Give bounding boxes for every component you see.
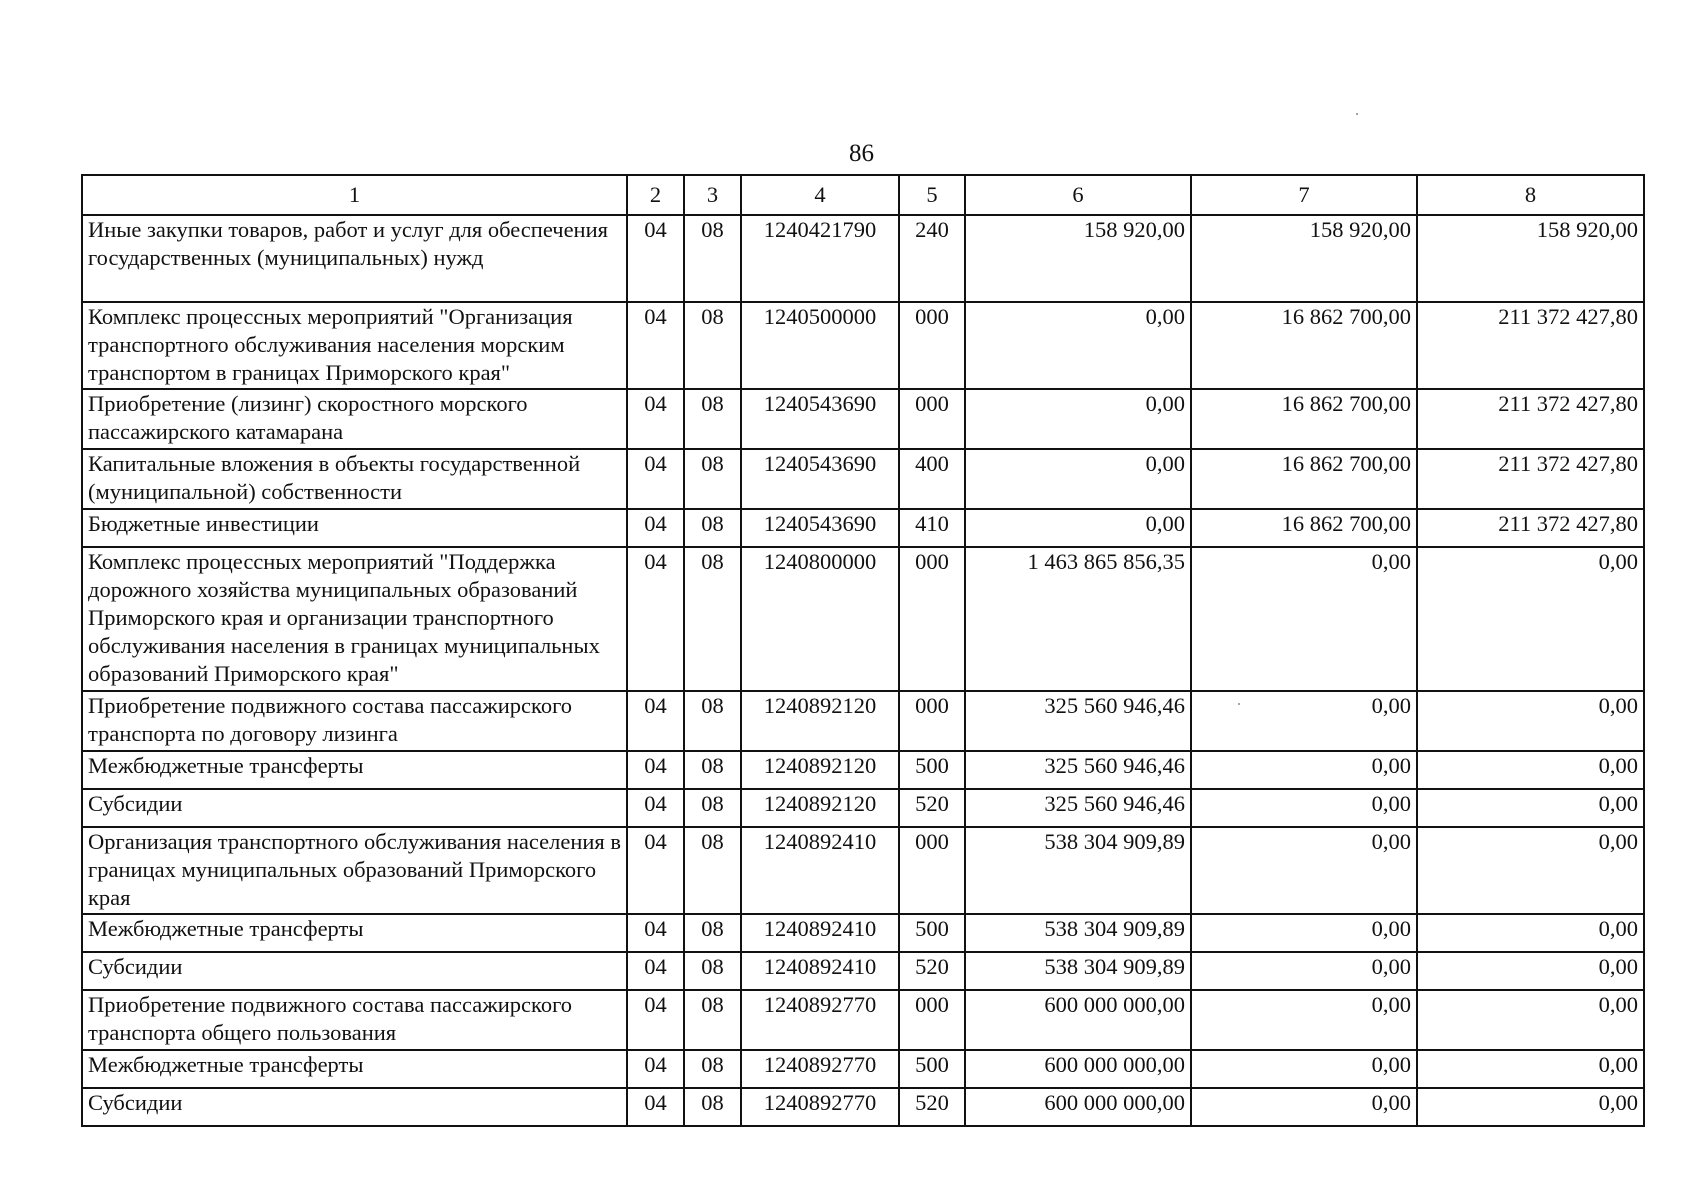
amount-year-2-cell: 0,00 (1191, 751, 1417, 789)
amount-year-2-cell: 0,00 (1191, 1088, 1417, 1126)
column-header: 4 (741, 175, 899, 215)
amount-year-3-cell: 0,00 (1417, 751, 1644, 789)
amount-year-1-cell: 538 304 909,89 (965, 952, 1191, 990)
target-item-code-cell: 1240800000 (741, 547, 899, 691)
subsection-code-cell: 08 (684, 449, 741, 509)
section-code-cell: 04 (627, 827, 684, 914)
column-header: 3 (684, 175, 741, 215)
row-name-cell: Приобретение подвижного состава пассажирского транспорта по договору лизинга (82, 691, 627, 751)
table-row (82, 1088, 1644, 1126)
amount-year-3-cell: 0,00 (1417, 691, 1644, 751)
row-name-cell: Комплекс процессных мероприятий "Поддержка дорожного хозяйства муниципальных образований Приморского края и организации транспортного обслуживания населения в границах муниципальных образований Приморского края" (82, 547, 627, 691)
section-code-cell: 04 (627, 914, 684, 952)
row-name-cell: Организация транспортного обслуживания населения в границах муниципальных образований Приморского края (82, 827, 627, 914)
row-name-cell: Межбюджетные трансферты (82, 751, 627, 789)
target-item-code-cell: 1240543690 (741, 509, 899, 547)
scan-speck (1356, 113, 1358, 115)
amount-year-1-cell: 0,00 (965, 389, 1191, 449)
table-row (82, 789, 1644, 827)
amount-year-3-cell: 0,00 (1417, 827, 1644, 914)
section-code-cell: 04 (627, 789, 684, 827)
section-code-cell: 04 (627, 215, 684, 302)
amount-year-1-cell: 538 304 909,89 (965, 914, 1191, 952)
subsection-code-cell: 08 (684, 547, 741, 691)
section-code-cell: 04 (627, 302, 684, 389)
table-row (82, 215, 1644, 302)
subsection-code-cell: 08 (684, 827, 741, 914)
subsection-code-cell: 08 (684, 389, 741, 449)
subsection-code-cell: 08 (684, 302, 741, 389)
column-header: 2 (627, 175, 684, 215)
amount-year-1-cell: 158 920,00 (965, 215, 1191, 302)
amount-year-1-cell: 0,00 (965, 302, 1191, 389)
expense-type-code-cell: 520 (899, 952, 965, 990)
table-row (82, 389, 1644, 449)
row-name-cell: Приобретение (лизинг) скоростного морского пассажирского катамарана (82, 389, 627, 449)
table-row (82, 509, 1644, 547)
target-item-code-cell: 1240500000 (741, 302, 899, 389)
subsection-code-cell: 08 (684, 509, 741, 547)
subsection-code-cell: 08 (684, 789, 741, 827)
subsection-code-cell: 08 (684, 990, 741, 1050)
target-item-code-cell: 1240892770 (741, 1050, 899, 1088)
column-header: 6 (965, 175, 1191, 215)
column-header: 5 (899, 175, 965, 215)
row-name-cell: Комплекс процессных мероприятий "Организация транспортного обслуживания населения морским транспортом в границах Приморского края" (82, 302, 627, 389)
section-code-cell: 04 (627, 449, 684, 509)
table-row (82, 1050, 1644, 1088)
row-name-cell: Межбюджетные трансферты (82, 914, 627, 952)
amount-year-1-cell: 600 000 000,00 (965, 1088, 1191, 1126)
amount-year-1-cell: 0,00 (965, 509, 1191, 547)
amount-year-1-cell: 0,00 (965, 449, 1191, 509)
expense-type-code-cell: 240 (899, 215, 965, 302)
column-header: 1 (82, 175, 627, 215)
target-item-code-cell: 1240892770 (741, 990, 899, 1050)
table-row (82, 990, 1644, 1050)
table-row (82, 691, 1644, 751)
target-item-code-cell: 1240892410 (741, 827, 899, 914)
row-name-cell: Иные закупки товаров, работ и услуг для обеспечения государственных (муниципальных) нужд (82, 215, 627, 302)
row-name-cell: Субсидии (82, 952, 627, 990)
table-row (82, 449, 1644, 509)
amount-year-2-cell: 0,00 (1191, 1050, 1417, 1088)
expense-type-code-cell: 400 (899, 449, 965, 509)
section-code-cell: 04 (627, 691, 684, 751)
expense-type-code-cell: 000 (899, 827, 965, 914)
amount-year-3-cell: 0,00 (1417, 1050, 1644, 1088)
amount-year-2-cell: 16 862 700,00 (1191, 389, 1417, 449)
column-header: 8 (1417, 175, 1644, 215)
amount-year-2-cell: 0,00 (1191, 952, 1417, 990)
target-item-code-cell: 1240892120 (741, 691, 899, 751)
table-row (82, 302, 1644, 389)
amount-year-1-cell: 538 304 909,89 (965, 827, 1191, 914)
amount-year-3-cell: 211 372 427,80 (1417, 509, 1644, 547)
subsection-code-cell: 08 (684, 215, 741, 302)
target-item-code-cell: 1240892770 (741, 1088, 899, 1126)
column-header: 7 (1191, 175, 1417, 215)
amount-year-1-cell: 325 560 946,46 (965, 691, 1191, 751)
amount-year-1-cell: 325 560 946,46 (965, 751, 1191, 789)
amount-year-1-cell: 1 463 865 856,35 (965, 547, 1191, 691)
budget-table (81, 174, 1645, 1127)
target-item-code-cell: 1240543690 (741, 449, 899, 509)
section-code-cell: 04 (627, 990, 684, 1050)
table-row (82, 827, 1644, 914)
subsection-code-cell: 08 (684, 914, 741, 952)
amount-year-3-cell: 0,00 (1417, 914, 1644, 952)
amount-year-1-cell: 600 000 000,00 (965, 990, 1191, 1050)
amount-year-2-cell: 0,00 (1191, 990, 1417, 1050)
subsection-code-cell: 08 (684, 1088, 741, 1126)
target-item-code-cell: 1240892120 (741, 751, 899, 789)
section-code-cell: 04 (627, 751, 684, 789)
amount-year-3-cell: 0,00 (1417, 952, 1644, 990)
amount-year-2-cell: 16 862 700,00 (1191, 449, 1417, 509)
table-body (82, 215, 1644, 1126)
subsection-code-cell: 08 (684, 751, 741, 789)
scan-speck (1238, 703, 1240, 705)
target-item-code-cell: 1240892410 (741, 914, 899, 952)
expense-type-code-cell: 000 (899, 302, 965, 389)
section-code-cell: 04 (627, 952, 684, 990)
row-name-cell: Капитальные вложения в объекты государственной (муниципальной) собственности (82, 449, 627, 509)
subsection-code-cell: 08 (684, 691, 741, 751)
target-item-code-cell: 1240892120 (741, 789, 899, 827)
expense-type-code-cell: 000 (899, 547, 965, 691)
amount-year-2-cell: 0,00 (1191, 789, 1417, 827)
expense-type-code-cell: 500 (899, 751, 965, 789)
row-name-cell: Приобретение подвижного состава пассажирского транспорта общего пользования (82, 990, 627, 1050)
table-row (82, 914, 1644, 952)
amount-year-3-cell: 211 372 427,80 (1417, 302, 1644, 389)
expense-type-code-cell: 000 (899, 990, 965, 1050)
amount-year-3-cell: 211 372 427,80 (1417, 449, 1644, 509)
subsection-code-cell: 08 (684, 1050, 741, 1088)
row-name-cell: Бюджетные инвестиции (82, 509, 627, 547)
target-item-code-cell: 1240892410 (741, 952, 899, 990)
expense-type-code-cell: 500 (899, 1050, 965, 1088)
section-code-cell: 04 (627, 1088, 684, 1126)
amount-year-3-cell: 158 920,00 (1417, 215, 1644, 302)
amount-year-2-cell: 0,00 (1191, 914, 1417, 952)
amount-year-2-cell: 16 862 700,00 (1191, 509, 1417, 547)
section-code-cell: 04 (627, 547, 684, 691)
subsection-code-cell: 08 (684, 952, 741, 990)
table-row (82, 751, 1644, 789)
amount-year-3-cell: 0,00 (1417, 1088, 1644, 1126)
table-row (82, 952, 1644, 990)
target-item-code-cell: 1240421790 (741, 215, 899, 302)
section-code-cell: 04 (627, 509, 684, 547)
amount-year-3-cell: 0,00 (1417, 789, 1644, 827)
row-name-cell: Субсидии (82, 1088, 627, 1126)
amount-year-2-cell: 0,00 (1191, 691, 1417, 751)
amount-year-1-cell: 600 000 000,00 (965, 1050, 1191, 1088)
amount-year-2-cell: 0,00 (1191, 547, 1417, 691)
row-name-cell: Субсидии (82, 789, 627, 827)
amount-year-3-cell: 211 372 427,80 (1417, 389, 1644, 449)
amount-year-2-cell: 16 862 700,00 (1191, 302, 1417, 389)
expense-type-code-cell: 500 (899, 914, 965, 952)
row-name-cell: Межбюджетные трансферты (82, 1050, 627, 1088)
expense-type-code-cell: 520 (899, 1088, 965, 1126)
page-number: 86 (849, 140, 874, 167)
section-code-cell: 04 (627, 1050, 684, 1088)
section-code-cell: 04 (627, 389, 684, 449)
expense-type-code-cell: 520 (899, 789, 965, 827)
amount-year-3-cell: 0,00 (1417, 990, 1644, 1050)
expense-type-code-cell: 410 (899, 509, 965, 547)
target-item-code-cell: 1240543690 (741, 389, 899, 449)
amount-year-3-cell: 0,00 (1417, 547, 1644, 691)
amount-year-2-cell: 0,00 (1191, 827, 1417, 914)
amount-year-2-cell: 158 920,00 (1191, 215, 1417, 302)
expense-type-code-cell: 000 (899, 389, 965, 449)
expense-type-code-cell: 000 (899, 691, 965, 751)
amount-year-1-cell: 325 560 946,46 (965, 789, 1191, 827)
table-row (82, 547, 1644, 691)
header-row (82, 175, 1644, 215)
